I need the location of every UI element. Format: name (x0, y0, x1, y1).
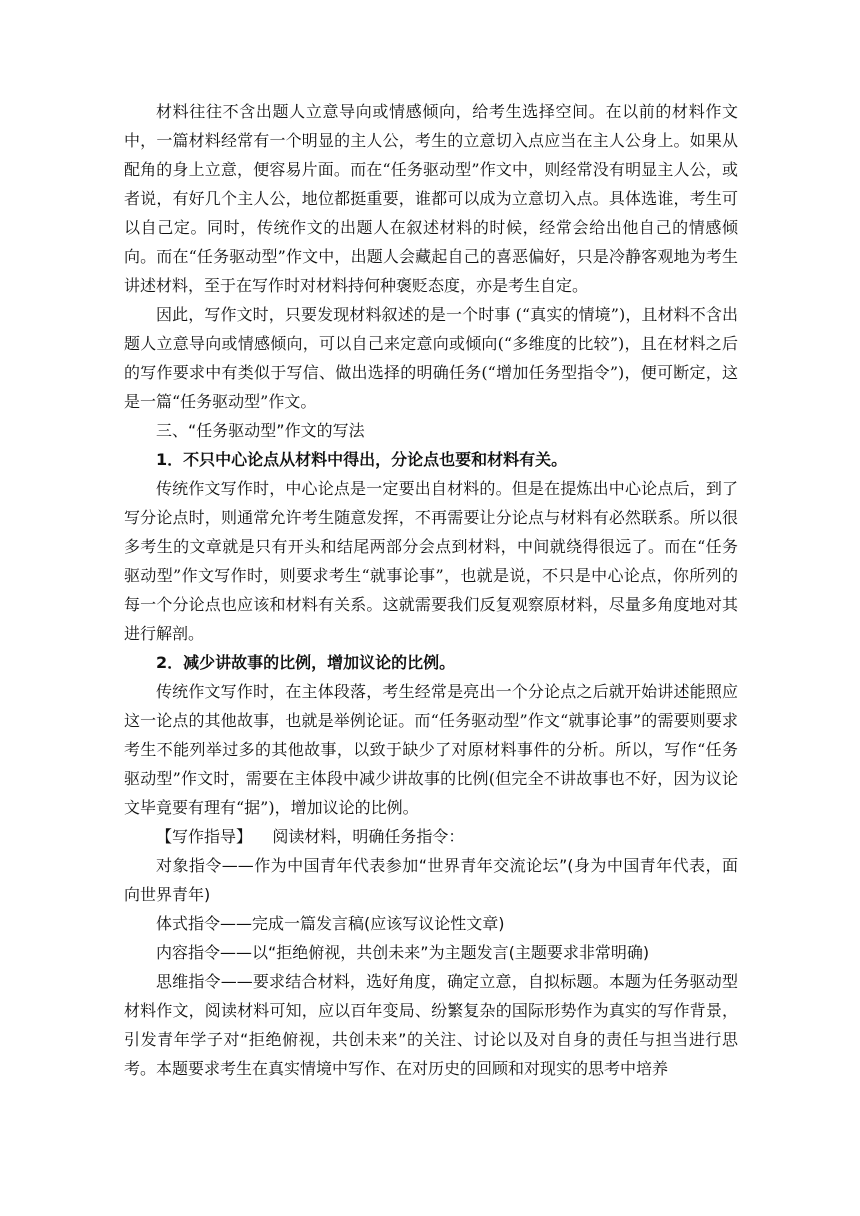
guide-object-instruction: 对象指令——作为中国青年代表参加“世界青年交流论坛”(身为中国青年代表，面向世界青年) (124, 856, 738, 904)
document-body (124, 97, 738, 1083)
paragraph-point-1: 传统作文写作时，中心论点是一定要出自材料的。但是在提炼出中心论点后，到了写分论点时，则通常允许考生随意发挥，不再需要让分论点与材料有必然联系。所以很多考生的文章就是只有开头和结尾两部分会点到材料，中间就绕得很远了。而在“任务驱动型”作文写作时，则要求考生“就事论事”，也就是说，不只是中心论点，你所列的每一个分论点也应该和材料有关系。这就需要我们反复观察原材料，尽量多角度地对其进行解剖。 (124, 479, 738, 643)
section-heading: 三、“任务驱动型”作文的写法 (156, 421, 365, 440)
writing-guide-label: 【写作指导】 (156, 827, 253, 846)
guide-form-instruction: 体式指令——完成一篇发言稿(应该写议论性文章) (156, 914, 505, 933)
paragraph-point-2: 传统作文写作时，在主体段落，考生经常是亮出一个分论点之后就开始讲述能照应这一论点的其他故事，也就是举例论证。而“任务驱动型”作文“就事论事”的需要则要求考生不能列举过多的其他故事，以致于缺少了对原材料事件的分析。所以，写作“任务驱动型”作文时，需要在主体段中减少讲故事的比例(但完全不讲故事也不好，因为议论文毕竟要有理有“据”)，增加议论的比例。 (124, 682, 738, 817)
point-1-heading: 1．不只中心论点从材料中得出，分论点也要和材料有关。 (156, 450, 568, 469)
writing-guide-line (124, 822, 738, 851)
point-2-heading: 2．减少讲故事的比例，增加议论的比例。 (156, 653, 456, 672)
paragraph-material: 材料往往不含出题人立意导向或情感倾向，给考生选择空间。在以前的材料作文中，一篇材料经常有一个明显的主人公，考生的立意切入点应当在主人公身上。如果从配角的身上立意，便容易片面。而在“任务驱动型”作文中，则经常没有明显主人公，或者说，有好几个主人公，地位都挺重要，谁都可以成为立意切入点。具体选谁，考生可以自己定。同时，传统作文的出题人在叙述材料的时候，经常会给出他自己的情感倾向。而在“任务驱动型”作文中，出题人会藏起自己的喜恶偏好，只是冷静客观地为考生讲述材料，至于在写作时对材料持何种褒贬态度，亦是考生自定。 (124, 102, 738, 295)
paragraph-conclusion: 因此，写作文时，只要发现材料叙述的是一个时事 (“真实的情境”)，且材料不含出题人立意导向或情感倾向，可以自己来定意向或倾向(“多维度的比较”)，且在材料之后的写作要求中有类似于写信、做出选择的明确任务(“增加任务型指令”)，便可断定，这是一篇“任务驱动型”作文。 (124, 305, 738, 411)
guide-thinking-instruction: 思维指令——要求结合材料，选好角度，确定立意，自拟标题。本题为任务驱动型材料作文，阅读材料可知，应以百年变局、纷繁复杂的国际形势作为真实的写作背景，引发青年学子对“拒绝俯视，共创未来”的关注、讨论以及对自身的责任与担当进行思考。本题要求考生在真实情境中写作、在对历史的回顾和对现实的思考中培养 (124, 972, 738, 1078)
writing-guide-text: 阅读材料，明确任务指令： (272, 827, 465, 846)
guide-content-instruction: 内容指令——以“拒绝俯视，共创未来”为主题发言(主题要求非常明确) (156, 943, 650, 962)
